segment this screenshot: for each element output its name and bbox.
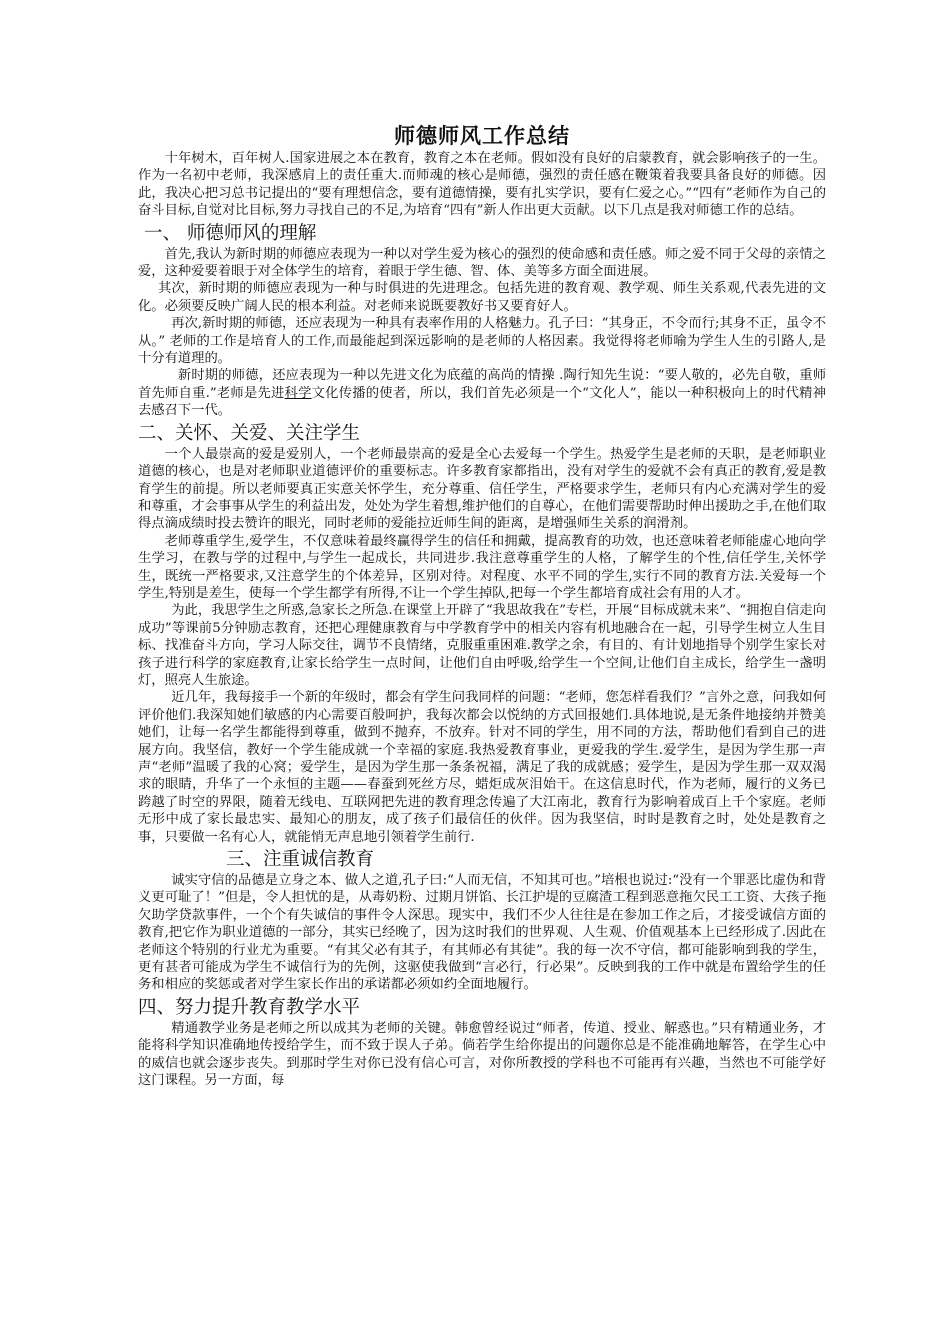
section1-paragraph-2: 其次，新时期的师德应表现为一种与时俱进的先进理念。包括先进的教育观、教学观、师生关系观,代表先进的文化。必须要反映广阔人民的根本利益。对老师来说既要教好书又要育好人。 bbox=[138, 281, 826, 314]
section1-paragraph-4-part-a: 新时期的师德，还应表现为一种以先进文化为底蕴的高尚的情操 .陶行知先生说：“要人敬的，必先自敬，重师首先师自重.”老师是先进 bbox=[138, 368, 826, 401]
document-title: 师德师风工作总结 bbox=[394, 123, 570, 148]
section2-paragraph-1: 一个人最崇高的爱是爱别人，一个老师最崇高的爱是全心去爱每一个学生。热爱学生是老师的天职，是老师职业道德的核心，也是对老师职业道德评价的重要标志。许多教育家都指出，没有对学生的爱就不会有真正的教育,爱是教育学生的前提。所以老师要真正实意关怀学生，充分尊重、信任学生，严格要求学生，老师只有内心充满对学生的爱和尊重，才会事事从学生的利益出发，处处为学生着想,维护他们的自尊心，在他们需要帮助时伸出援助之手,在他们取得点滴成绩时投去赞许的眼光，同时老师的爱能拉近师生间的距离，是增强师生关系的润滑剂。 bbox=[138, 446, 826, 532]
section2-paragraph-4: 近几年，我每接手一个新的年级时，都会有学生问我同样的问题：“老师，您怎样看我们？”言外之意，问我如何评价他们.我深知她们敏感的内心需要百般呵护，我每次都会以悦纳的方式回报她们.具体地说,是无条件地接纳并赞美她们，让每一名学生都能得到尊重，做到不抛弃，不放弃。针对不同的学生，用不同的方法，帮助他们看到自己的进展方向。我坚信，教好一个学生能成就一个幸福的家庭.我热爱教育事业，更爱我的学生.爱学生，是因为学生那一声声“老师”温暖了我的心窝；爱学生，是因为学生那一条条祝福，满足了我的成就感；爱学生，是因为学生那一双双渴求的眼睛，升华了一个永恒的主题——春蚕到死丝方尽，蜡炬成灰泪始干。在这信息时代，作为老师，履行的义务已跨越了时空的界限，随着无线电、互联网把先进的教育理念传遍了大江南北，教育行为影响着成百上千个家庭。老师无形中成了家长最忠实、最知心的朋友，成了孩子们最信任的伙伴。因为我坚信，时时是教育之时，处处是教育之事，只要做一名有心人，就能悄无声息地引领着学生前行. bbox=[138, 690, 826, 845]
section4-paragraph-1: 精通教学业务是老师之所以成其为老师的关键。韩愈曾经说过“师者，传道、授业、解惑也。”只有精通业务，才能将科学知识准确地传授给学生，而不致于误人子弟。倘若学生给你提出的问题你总是不能准确地解答，在学生心中的威信也就会逐步丧失。到那时学生对你已没有信心可言，对你所教授的学科也不可能再有兴趣，当然也不可能学好这门课程。另一方面，每 bbox=[138, 1020, 826, 1089]
section-heading-4: 四、努力提升教育教学水平 bbox=[138, 996, 361, 1018]
science-underlined-text: 科学 bbox=[284, 385, 312, 401]
section1-paragraph-3: 再次,新时期的师德，还应表现为一种具有表率作用的人格魅力。孔子曰：“其身正，不令而行;其身不正，虽令不从。” 老师的工作是培育人的工作,而最能起到深远影响的是老师的人格因素。我觉得将老师喻为学生人生的引路人,是十分有道理的。 bbox=[138, 316, 826, 367]
section3-paragraph-1: 诚实守信的品德是立身之本、做人之道,孔子曰:“人而无信，不知其可也。”培根也说过:“没有一个罪恶比虚伪和背义更可耻了！”但是，令人担忧的是，从毒奶粉、过期月饼馅、长江护堤的豆腐渣工程到恶意拖欠民工工资、大孩子拖欠助学贷款事件，一个个有失诚信的事件令人深思。现实中，我们不少人往往是在参加工作之后，才接受诚信方面的教育,把它作为职业道德的一部分，其实已经晚了，因为这时我们的世界观、人生观、价值观基本上已经形成了.因此在老师这个特别的行业尤为重要。“有其父必有其子，有其师必有其徒”。我的每一次不守信，都可能影响到我的学生，更有甚者可能成为学生不诚信行为的先例，这驱使我做到“言必行，行必果”。反映到我的工作中就是布置给学生的任务和相应的奖惩或者对学生家长作出的承诺都必须如约全面地履行。 bbox=[138, 873, 826, 993]
section2-paragraph-3: 为此，我思学生之所惑,急家长之所急.在课堂上开辟了“我思故我在”专栏，开展“目标成就未来”、“拥抱自信走向成功”等课前5分钟励志教育，还把心理健康教育与中学教育学中的相关内容有机地融合在一起，引导学生树立人生目标、找准奋斗方向，学习人际交往，调节不良情绪，克服重重困难.教学之余，有目的、有计划地指导个别学生家长对孩子进行科学的家庭教育,让家长给学生一点时间，让他们自由呼吸,给学生一个空间,让他们自主成长，给学生一盏明灯，照亮人生旅途。 bbox=[138, 603, 826, 688]
section1-paragraph-4-part-b: 文化传播的使者，所以，我们首先必须是一个“文化人”，能以一种积极向上的时代精神去感召下一代。 bbox=[138, 385, 826, 419]
section-heading-1: 一、 师德师风的理解 bbox=[144, 222, 317, 244]
intro-paragraph: 十年树木，百年树人.国家进展之本在教育，教育之本在老师。假如没有良好的启蒙教育，就会影响孩子的一生。作为一名初中老师，我深感肩上的责任重大.而师魂的核心是师德，强烈的责任感在鞭策着我要具备良好的师德。因此，我决心把习总书记提出的“要有理想信念，要有道德情操，要有扎实学识，要有仁爱之心。”“四有”老师作为自己的奋斗目标,自觉对比目标,努力寻找自己的不足,为培育“四有”新人作出更大贡献。以下几点是我对师德工作的总结。 bbox=[138, 151, 826, 219]
section1-paragraph-4 bbox=[138, 367, 826, 419]
section-heading-2: 二、关怀、关爱、关注学生 bbox=[138, 422, 361, 444]
section1-paragraph-1: 首先,我认为新时期的师德应表现为一种以对学生爱为核心的强烈的使命感和责任感。师之爱不同于父母的亲情之爱，这种爱要着眼于对全体学生的培育，着眼于学生德、智、体、美等多方面全面进展。 bbox=[138, 246, 826, 280]
document-page bbox=[138, 122, 826, 1090]
section2-paragraph-2: 老师尊重学生,爱学生，不仅意味着最终赢得学生的信任和拥戴，提高教育的功效，也还意味着老师能虚心地向学生学习，在教与学的过程中,与学生一起成长，共同进步.我注意尊重学生的人格，了解学生的个性,信任学生,关怀学生，既统一严格要求,又注意学生的个体差异，区别对待。对程度、水平不同的学生,实行不同的教育方法.关爱每一个学生,特别是差生，使每一个学生都学有所得,不让一个学生掉队,把每一个学生都培育成社会有用的人才。 bbox=[138, 533, 826, 601]
section-heading-3: 三、注重诚信教育 bbox=[226, 849, 375, 871]
